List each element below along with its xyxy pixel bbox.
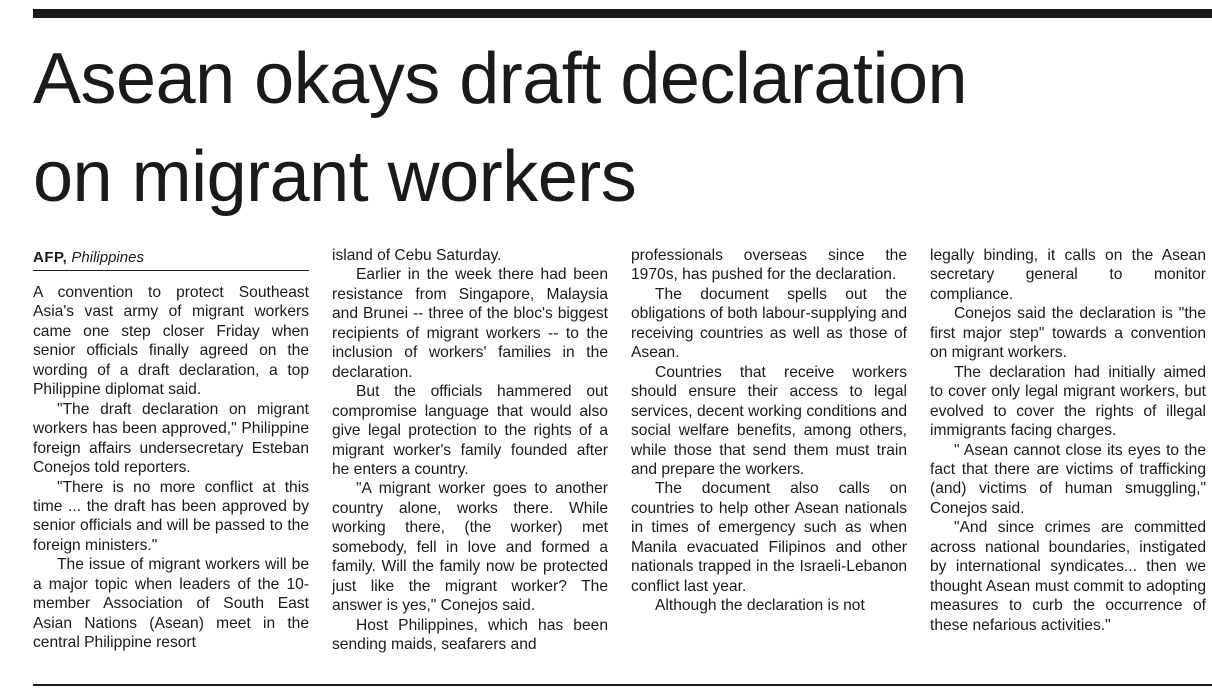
headline-line-2: on migrant workers (33, 137, 637, 217)
paragraph: But the officials hammered out compromise language that would also give legal protection to the rights of a migrant worker's family founded after he enters a country. (332, 383, 608, 478)
paragraph: "And since crimes are committed across national boundaries, instigated by international syndicates... then we thought Asean must commit to adopting measures to curb the occurrence of these nefarious activities." (930, 519, 1206, 634)
paragraph: Countries that receive workers should ensure their access to legal services, decent working conditions and social welfare benefits, among others, while those that send them must train and prepare the workers. (631, 363, 907, 478)
paragraph: "A migrant worker goes to another country alone, works there. While working there, (the worker) met somebody, fell in love and formed a family. Will the family now be protected just like the migrant worker? The answer is yes," Conejos said. (332, 480, 608, 615)
paragraph: Host Philippines, which has been sending maids, seafarers and (332, 616, 608, 654)
paragraph: legally binding, it calls on the Asean secretary general to monitor compliance. (930, 247, 1206, 303)
paragraph: Earlier in the week there had been resistance from Singapore, Malaysia and Brunei -- three of the bloc's biggest recipients of migrant workers -- to the inclusion of workers' families in the declaration. (332, 266, 608, 381)
headline (33, 30, 1212, 226)
article-body (33, 246, 1212, 676)
top-rule (33, 9, 1212, 18)
paragraph: island of Cebu Saturday. (332, 247, 502, 264)
column-2 (332, 246, 608, 655)
byline (33, 246, 309, 271)
paragraph: The declaration had initially aimed to cover only legal migrant workers, but evolved to cover the rights of illegal immigrants facing charges. (930, 363, 1206, 440)
paragraph: Although the declaration is not (655, 597, 865, 615)
paragraph: A convention to protect Southeast Asia's vast army of migrant workers came one step closer Friday when senior officials finally agreed on the wording of a draft declaration, a top Philippine diplomat said. (33, 284, 309, 399)
paragraph: "There is no more conflict at this time ... the draft has been approved by senior officials and will be passed to the foreign ministers." (33, 478, 309, 554)
byline-place: Philippines (71, 249, 144, 266)
paragraph: professionals overseas since the 1970s, has pushed for the declaration. (631, 247, 907, 284)
paragraph: " Asean cannot close its eyes to the fact that there are victims of trafficking (and) victims of human smuggling," Conejos said. (930, 441, 1206, 517)
paragraph: The issue of migrant workers will be a major topic when leaders of the 10-member Association of South East Asian Nations (Asean) meet in the central Philippine resort (33, 556, 309, 652)
column-3 (631, 246, 907, 616)
headline-line-1: Asean okays draft declaration (33, 39, 968, 119)
bottom-rule (33, 684, 1212, 686)
paragraph: The document spells out the obligations of both labour-supplying and receiving countries as well as those of Asean. (631, 285, 907, 362)
paragraph: "The draft declaration on migrant workers has been approved," Philippine foreign affairs undersecretary Esteban Conejos told reporters. (33, 400, 309, 477)
column-1 (33, 246, 309, 653)
byline-agency: AFP, (33, 249, 68, 266)
paragraph: Conejos said the declaration is "the first major step" towards a convention on migrant workers. (930, 305, 1206, 362)
column-4 (930, 246, 1206, 635)
paragraph: The document also calls on countries to help other Asean nationals in times of emergency such as when Manila evacuated Filipinos and other nationals trapped in the Israeli-Lebanon conflict last year. (631, 480, 907, 595)
